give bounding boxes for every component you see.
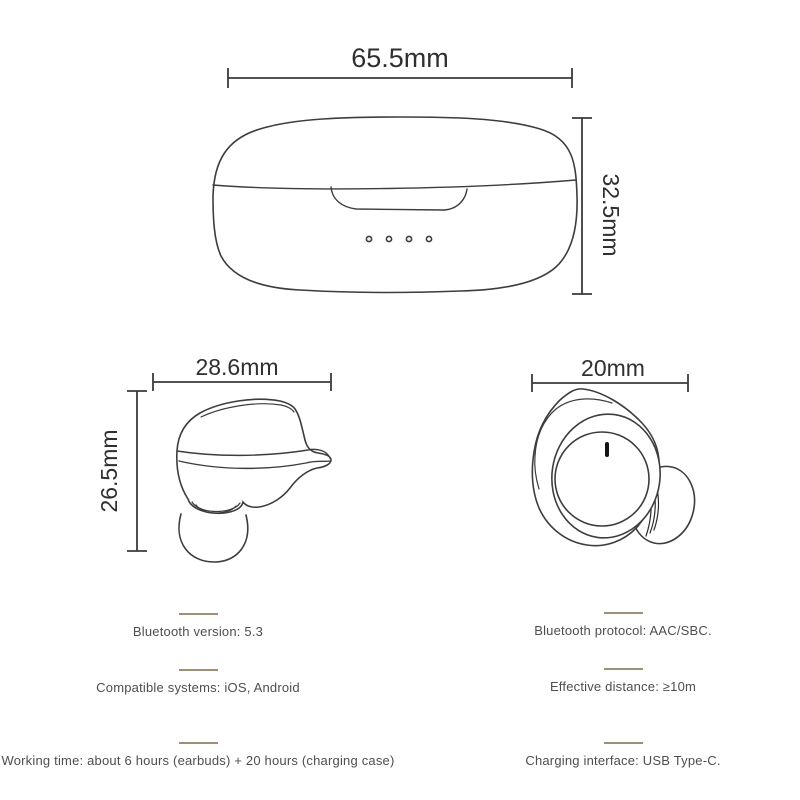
spec-row-effective-distance [403, 668, 800, 694]
spec-divider [604, 612, 643, 614]
spec-row-working-time [0, 742, 418, 768]
earbud-side-width-label: 28.6mm [195, 354, 279, 380]
spec-label: Bluetooth protocol: AAC/SBC. [534, 623, 712, 638]
earbud-front-drawing [532, 389, 702, 550]
earbud-side-height-dimension [127, 391, 147, 551]
spec-row-charging-interface [403, 742, 800, 768]
spec-label: Working time: about 6 hours (earbuds) + 20 hours (charging case) [1, 753, 395, 768]
spec-row-compatible-systems [0, 669, 418, 695]
case-lid-notch-icon [331, 187, 467, 210]
earbud-eartip-icon [179, 514, 248, 562]
case-height-label: 32.5mm [598, 173, 624, 257]
spec-divider [179, 613, 218, 615]
earbud-side-height-label: 26.5mm [96, 429, 122, 513]
earbud-front-mic-dash-icon [605, 442, 609, 457]
earbud-front-face-icon [555, 432, 649, 526]
spec-divider [604, 742, 643, 744]
case-lid-seam-icon [213, 180, 576, 189]
spec-label: Bluetooth version: 5.3 [132, 624, 264, 639]
spec-label: Effective distance: ≥10m [549, 679, 697, 694]
case-height-dimension [572, 118, 592, 294]
charging-case-drawing [213, 117, 577, 292]
case-outline-icon [213, 117, 577, 292]
spec-label: Charging interface: USB Type-C. [525, 753, 721, 768]
spec-divider [179, 742, 218, 744]
earbud-body-icon [177, 399, 331, 513]
spec-divider [604, 668, 643, 670]
spec-row-bluetooth-version [0, 613, 418, 639]
spec-row-bluetooth-protocol [403, 612, 800, 638]
case-led-dots-icon [366, 236, 431, 241]
case-width-label: 65.5mm [351, 43, 449, 73]
spec-divider [179, 669, 218, 671]
earbud-front-width-label: 20mm [581, 355, 645, 381]
spec-label: Compatible systems: iOS, Android [96, 680, 300, 695]
earbud-side-drawing [177, 399, 331, 562]
